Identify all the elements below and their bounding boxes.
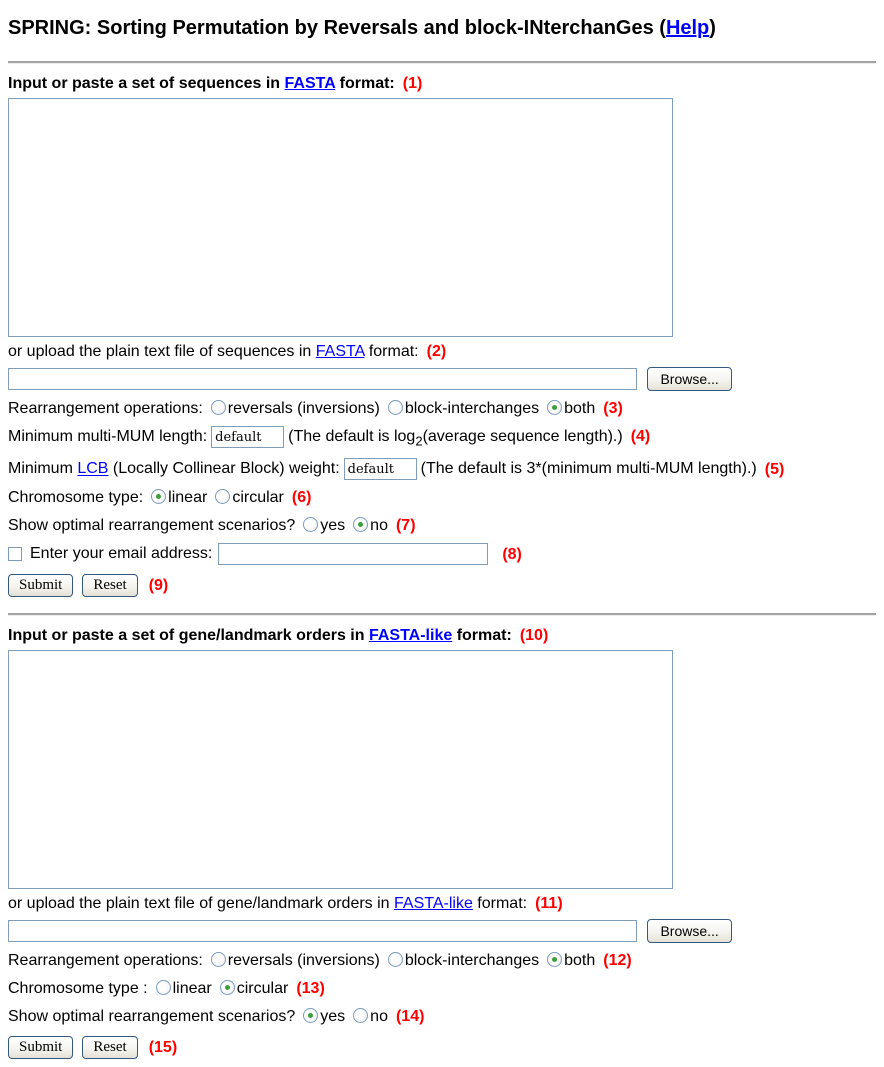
scenarios-label-2: Show optimal rearrangement scenarios?	[8, 1008, 296, 1026]
rearrangement-operations-label: Rearrangement operations:	[8, 400, 203, 417]
lcb-label-pre: Minimum	[8, 460, 78, 478]
orders-paste-label-pre: Input or paste a set of gene/landmark orders in	[8, 627, 369, 645]
lcb-weight-row	[8, 458, 876, 480]
sequence-form-section	[8, 75, 876, 597]
gene-order-form-section	[8, 627, 876, 1059]
chromosome-type-row-1	[8, 487, 876, 508]
chromosome-type-row-2	[8, 978, 876, 999]
radio-linear-1[interactable]	[151, 489, 166, 504]
radio-circular-2[interactable]	[220, 980, 235, 995]
sequences-paste-label-post: format:	[335, 75, 395, 92]
radio-block-interchanges-label-2[interactable]: block-interchanges	[404, 952, 540, 970]
marker-6: (6)	[291, 489, 312, 507]
marker-7: (7)	[395, 517, 416, 535]
email-input[interactable]	[218, 543, 488, 565]
orders-file-row	[8, 919, 876, 943]
mum-length-row	[8, 426, 876, 451]
radio-circular-1[interactable]	[215, 489, 230, 504]
radio-reversals-2[interactable]	[211, 952, 226, 967]
orders-file-input[interactable]	[8, 920, 637, 942]
marker-4: (4)	[630, 428, 651, 446]
radio-both-label-2[interactable]: both	[564, 952, 596, 970]
orders-upload-label	[8, 895, 876, 913]
orders-paste-label-post: format:	[452, 627, 512, 645]
radio-yes-1[interactable]	[303, 517, 318, 532]
sequences-textarea[interactable]	[8, 98, 673, 337]
chromosome-type-label-2: Chromosome type :	[8, 980, 148, 998]
marker-11: (11)	[535, 895, 563, 913]
fasta-like-link-upload[interactable]: FASTA-like	[394, 895, 473, 913]
sequences-upload-label-pre: or upload the plain text file of sequences in	[8, 343, 316, 360]
radio-circular-label-2[interactable]: circular	[236, 980, 289, 998]
email-label: Enter your email address:	[30, 545, 213, 563]
reset-button-1[interactable]: Reset	[82, 574, 137, 597]
radio-both-1[interactable]	[547, 400, 562, 415]
radio-reversals-label-2[interactable]: reversals (inversions)	[227, 952, 380, 970]
orders-upload-label-pre: or upload the plain text file of gene/landmark orders in	[8, 895, 395, 913]
divider-middle	[8, 613, 876, 615]
submit-button-2[interactable]: Submit	[8, 1036, 73, 1059]
marker-1: (1)	[402, 75, 423, 92]
radio-linear-label-2[interactable]: linear	[172, 980, 212, 998]
radio-linear-label-1[interactable]: linear	[168, 489, 208, 507]
sequences-upload-label	[8, 343, 876, 361]
lcb-note: (The default is 3*(minimum multi-MUM length).)	[420, 460, 757, 478]
orders-textarea[interactable]	[8, 650, 673, 889]
radio-reversals-1[interactable]	[211, 400, 226, 415]
radio-linear-2[interactable]	[156, 980, 171, 995]
orders-browse-button[interactable]: Browse...	[647, 919, 731, 943]
fasta-like-link-paste[interactable]: FASTA-like	[368, 627, 453, 645]
marker-14: (14)	[395, 1008, 425, 1026]
radio-yes-label-2[interactable]: yes	[320, 1008, 346, 1026]
radio-no-label-2[interactable]: no	[370, 1008, 388, 1026]
rearrangement-operations-row-1	[8, 398, 876, 419]
orders-upload-label-post: format:	[472, 895, 528, 913]
help-link[interactable]: Help	[665, 17, 710, 39]
mum-note-subscript: 2	[415, 433, 423, 449]
email-row	[8, 543, 876, 565]
submit-row-1	[8, 574, 876, 597]
fasta-link-upload[interactable]: FASTA	[315, 343, 365, 360]
mum-length-input[interactable]	[211, 426, 284, 448]
sequences-paste-label	[8, 75, 876, 93]
sequences-upload-label-post: format:	[364, 343, 419, 360]
marker-13: (13)	[296, 980, 325, 998]
scenarios-label-1: Show optimal rearrangement scenarios?	[8, 517, 296, 535]
sequences-paste-label-pre: Input or paste a set of sequences in	[8, 75, 285, 92]
orders-paste-label	[8, 627, 876, 645]
reset-button-2[interactable]: Reset	[82, 1036, 137, 1059]
radio-no-label-1[interactable]: no	[370, 517, 388, 535]
marker-10: (10)	[519, 627, 549, 645]
radio-yes-2[interactable]	[303, 1008, 318, 1023]
sequences-browse-button[interactable]: Browse...	[647, 367, 731, 391]
radio-block-interchanges-1[interactable]	[388, 400, 403, 415]
rearrangement-operations-label-2: Rearrangement operations:	[8, 952, 203, 970]
marker-15: (15)	[148, 1039, 178, 1057]
radio-yes-label-1[interactable]: yes	[320, 517, 346, 535]
sequences-file-row	[8, 367, 876, 391]
page-title-prefix: SPRING: Sorting Permutation by Reversals and block-INterchanGes (	[8, 17, 666, 39]
submit-button-1[interactable]: Submit	[8, 574, 73, 597]
scenarios-row-1	[8, 515, 876, 536]
sequences-file-input[interactable]	[8, 368, 637, 390]
radio-both-2[interactable]	[547, 952, 562, 967]
chromosome-type-label-1: Chromosome type:	[8, 489, 144, 507]
marker-3: (3)	[603, 400, 623, 417]
submit-row-2	[8, 1036, 876, 1059]
mum-note-post: (average sequence length).)	[422, 428, 623, 446]
radio-circular-label-1[interactable]: circular	[232, 489, 284, 507]
marker-12: (12)	[603, 952, 632, 970]
marker-5: (5)	[764, 460, 785, 478]
radio-both-label-1[interactable]: both	[564, 400, 596, 417]
email-checkbox[interactable]	[8, 547, 22, 561]
radio-block-interchanges-2[interactable]	[388, 952, 403, 967]
radio-block-interchanges-label-1[interactable]: block-interchanges	[404, 400, 540, 417]
radio-no-1[interactable]	[353, 517, 368, 532]
scenarios-row-2	[8, 1006, 876, 1027]
mum-length-label: Minimum multi-MUM length:	[8, 428, 208, 446]
marker-9: (9)	[148, 577, 169, 595]
page-title-suffix: )	[709, 17, 716, 39]
page-title	[8, 17, 876, 40]
marker-8: (8)	[502, 545, 522, 563]
radio-no-2[interactable]	[353, 1008, 368, 1023]
divider-top	[8, 61, 876, 63]
rearrangement-operations-row-2	[8, 950, 876, 971]
lcb-link[interactable]: LCB	[77, 460, 109, 478]
marker-2: (2)	[426, 343, 447, 360]
lcb-label-post: (Locally Collinear Block) weight:	[108, 460, 340, 478]
mum-note-pre: (The default is log	[288, 428, 416, 446]
fasta-link-paste[interactable]: FASTA	[284, 75, 336, 92]
radio-reversals-label-1[interactable]: reversals (inversions)	[227, 400, 380, 417]
lcb-weight-input[interactable]	[344, 458, 417, 480]
